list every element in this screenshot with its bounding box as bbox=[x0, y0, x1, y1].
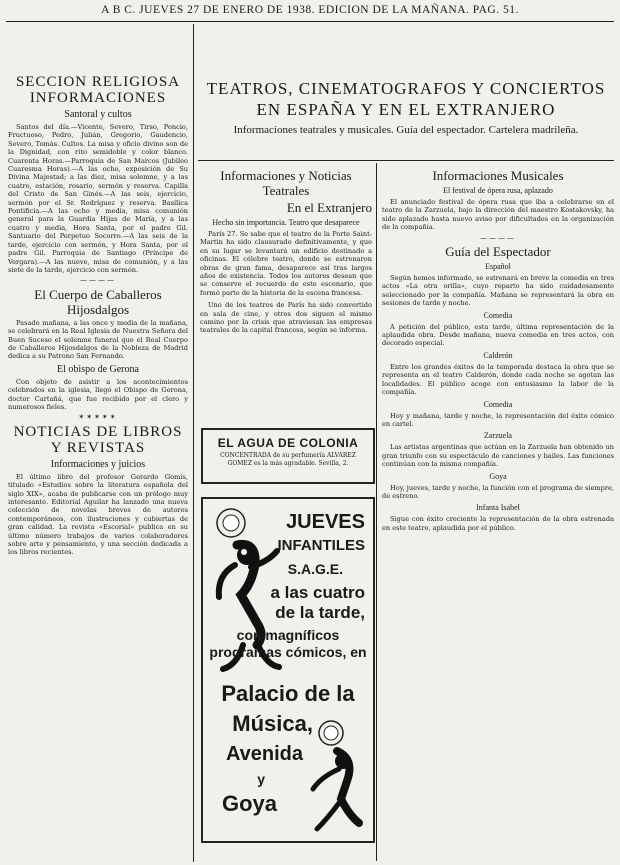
ad-line-tarde: de la tarde, bbox=[275, 603, 365, 622]
comedia-text: A petición del público, esta tarde, última representación de la aplaudida obra. Desde mañana, nueva comedia en tres actos, con decorado especial. bbox=[382, 322, 614, 348]
calderon-title: Calderón bbox=[483, 350, 513, 360]
infanta-text: Sigue con éxito creciente la representación de la obra estrenada en este teatro, aplaudida por el público. bbox=[382, 515, 614, 532]
section-title: SECCION RELIGIOSA INFORMACIONES bbox=[15, 74, 181, 106]
page-header: A B C. JUEVES 27 DE ENERO DE 1938. EDICION DE LA MAÑANA. PAG. 51. bbox=[101, 4, 519, 16]
ad-agua-colonia bbox=[201, 428, 375, 484]
calderon-text: Entre los grandes éxitos de la temporada destaca la obra que se representa en el teatro Calderón, donde cada noche se agotan las localidades. El público acoge con entusiasmo la labor de la compañía. bbox=[382, 362, 614, 397]
middle-subtitle: Hecho sin importancia. Teatro que desaparece bbox=[212, 218, 360, 227]
separator-ornament: ✶✶✶✶✶ bbox=[78, 413, 118, 422]
santoral-text: Santos del día.—Vicente, Severo, Tirso, Poncio, Fructuoso, Pedro, Julián, Gregorio, Gaudencio, Severo, Tomás. Cultos. La misa y oficio divino son de la Dignidad, con rito semidoble y color blanco. Cuarenta Horas.—Parroquia de San Marcos (Jubileo Cuaresma Horas).—A las ocho, exposición de Su Divina Majestad; a las diez, misa solemne, y a las cuatro, estación, rosario, sermón y reserva. Capilla del Cristo de San Ginés.—A las seis, ejercicio, sermón por el Sr. Rodríguez y reserva. Basílica Pontificia.—A las ocho y media, misa comunión general para la Guardia Hijas de María, y a las cuatro y media, Hora Santa, por el padre Gil. Santuario del Perpetuo Socorro.—A las seis de la tarde, ejercicio con sermón, y Hora Santa, por el padre Gil. Parroquia de Santiago (Príncipe de Vergara).—A las nueve, misa de comunión, y a las siete de la tarde, ejercicio con sermón. bbox=[8, 123, 188, 274]
header-rule bbox=[6, 21, 614, 22]
ad-line-avenida: Avenida bbox=[225, 743, 303, 765]
theater-subtitle: Informaciones teatrales y musicales. Guía del espectador. Cartelera madrileña. bbox=[233, 124, 579, 136]
middle-text-2: Uno de los teatros de París ha sido convertido en sala de cine, y otros dos siguen el mismo camino por la crisis que atraviesan las empresas teatrales de la capital francesa, según se informa. bbox=[200, 301, 372, 335]
comedia2-title: Comedia bbox=[483, 399, 513, 409]
goya-title: Goya bbox=[489, 471, 507, 481]
informes-title: Informaciones y juicios bbox=[50, 458, 146, 470]
right-column bbox=[382, 166, 614, 862]
ad-line-goya: Goya bbox=[221, 791, 277, 816]
festival-title: El festival de ópera rusa, aplazado bbox=[443, 186, 553, 195]
cuerpo-title: El Cuerpo de Caballeros Hijosdalgos bbox=[34, 286, 162, 317]
ad-line-sage: S.A.G.E. bbox=[287, 561, 343, 577]
ad-line-programas: con magníficos programas cómicos, en bbox=[209, 627, 367, 660]
santoral-title: Santoral y cultos bbox=[64, 109, 132, 120]
libros-title: NOTICIAS DE LIBROS Y REVISTAS bbox=[13, 423, 183, 456]
ad-jueves-infantiles bbox=[201, 497, 375, 843]
espanol-text: Según hemos informado, se estrenará en breve la comedia en tres actos «La otra orilla», cuyo reparto ha sido cuidadosamente seleccionado por la compañía. Mañana se representará la obra en sesiones de tarde y noche. bbox=[382, 274, 614, 308]
zarzuela-title: Zarzuela bbox=[484, 431, 512, 441]
ad-colonia-text: CONCENTRADA de su perfumería ALVAREZ GOMEZ es la más agradable. Sevilla, 2. bbox=[220, 452, 356, 467]
espanol-title: Español bbox=[485, 262, 511, 272]
festival-text: El anunciado festival de ópera rusa que iba a celebrarse en el teatro de la Zarzuela, bajo la dirección del maestro Kostakovsky, ha sido aplazado hasta nuevo aviso por dificultades en la organización de la compañía. bbox=[382, 198, 614, 232]
top-section-rule bbox=[198, 160, 614, 161]
ad-line-palacio: Palacio de la bbox=[221, 681, 355, 706]
comedia-title: Comedia bbox=[483, 310, 513, 320]
column-divider-1 bbox=[193, 24, 194, 862]
guia-title: Guía del Espectador bbox=[445, 244, 551, 260]
ad-line-jueves: JUEVES bbox=[286, 511, 365, 533]
ad-line-musica: Música, bbox=[232, 711, 313, 736]
theater-title: TEATROS, CINEMATOGRAFOS Y CONCIERTOS EN ESPAÑA Y EN EL EXTRANJERO bbox=[206, 79, 606, 119]
ad-line-y: y bbox=[257, 771, 265, 787]
cuerpo-text: Pasado mañana, a las once y media de la mañana, se celebrará en la Real Iglesia de Nuestra Señora del Buen Suceso el solemne funeral que el Real Cuerpo de Caballeros Hijosdalgos de la Nobleza de Madrid dedica a su Patrono San Fernando. bbox=[8, 318, 188, 361]
top-section bbox=[198, 78, 614, 137]
zarzuela-text: Las artistas argentinas que actúan en la Zarzuela han obtenido un gran triunfo con su espectáculo de canciones y bailes. Las funciones continúan con la misma compañía. bbox=[382, 443, 614, 469]
middle-title-2: En el Extranjero bbox=[286, 200, 372, 215]
middle-column bbox=[200, 166, 372, 422]
obispo-title: El obispo de Gerona bbox=[57, 363, 139, 375]
comedia2-text: Hoy y mañana, tarde y noche, la representación del éxito cómico en cartel. bbox=[382, 411, 614, 428]
left-column bbox=[8, 74, 188, 862]
informes-text: El último libro del profesor Gerardo Gomís, titulado «Estudios sobre la literatura española del siglo XIX», acaba de publicarse con un prólogo muy interesante. Editorial Aguilar ha lanzado una nueva colección de novelas breves de autores contemporáneos, con ilustraciones y cubiertas de gran calidad. La revista «Escorial» publica en su último número trabajos de varios colaboradores sobre arte y pensamiento, y una sección dedicada a los libros recientes. bbox=[8, 472, 188, 557]
middle-title: Informaciones y Noticias Teatrales bbox=[220, 168, 352, 198]
ad-line-infantiles: INFANTILES bbox=[277, 537, 365, 554]
musicales-title: Informaciones Musicales bbox=[432, 168, 564, 183]
separator-ornament: ———— bbox=[80, 276, 116, 285]
cartoon-figure-icon bbox=[303, 719, 369, 837]
middle-text-1: París 27. Se sabe que el teatro de la Porte Saint-Martin ha sido clausurado definitivamente, y que en su lugar se levantará un edificio destinado a oficinas. El célebre teatro, donde se estrenaron obras de gran fama, desaparece así tras largos años de existencia. Todos los autores desean que se conserve el recuerdo de este escenario, que formó parte de la historia de la escena francesa. bbox=[200, 230, 372, 297]
column-divider-2 bbox=[376, 163, 377, 861]
goya-text: Hoy, jueves, tarde y noche, la función con el programa de siempre, de estreno. bbox=[382, 483, 614, 500]
ad-colonia-title: EL AGUA DE COLONIA bbox=[217, 436, 359, 450]
ad-line-cuatro: a las cuatro bbox=[270, 583, 365, 602]
separator-ornament: ———— bbox=[480, 233, 516, 242]
infanta-title: Infanta Isabel bbox=[476, 503, 520, 513]
obispo-text: Con objeto de asistir a los acontecimientos celebrados en la iglesia, llegó el Obispo de Gerona, doctor Cartañá, que fue recibido por el clero y numerosos fieles. bbox=[8, 377, 188, 411]
